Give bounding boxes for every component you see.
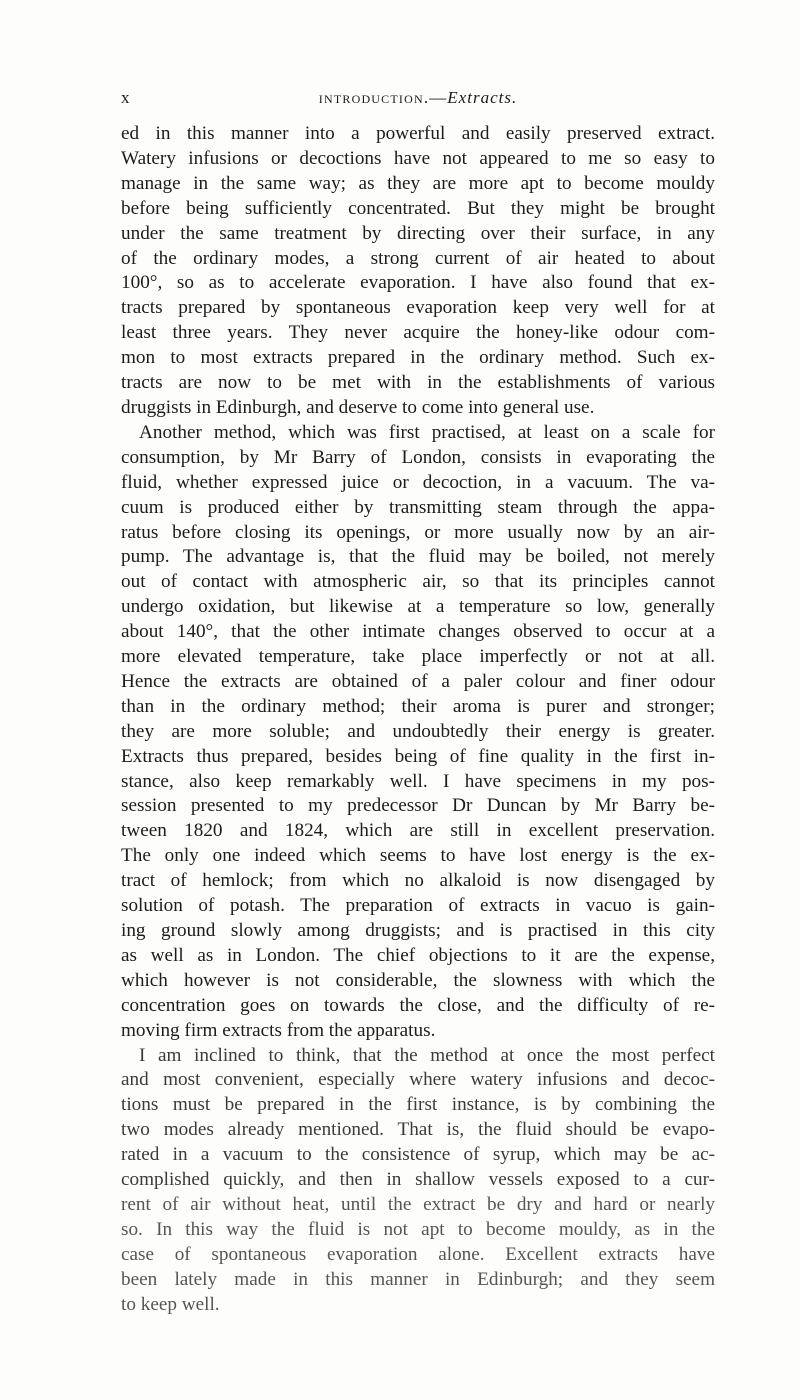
text-line: to keep well. (121, 1293, 220, 1315)
text-line: mon to most extracts prepared in the ordinary method. Such ex- (121, 347, 715, 369)
text-line: been lately made in this manner in Edinburgh; and they seem (121, 1268, 715, 1290)
text-line: solution of potash. The preparation of extracts in vacuo is gain- (121, 895, 715, 917)
text-line: which however is not considerable, the slowness with which the (121, 969, 715, 991)
text-line: druggists in Edinburgh, and deserve to come into general use. (121, 396, 595, 418)
text-line: session presented to my predecessor Dr Duncan by Mr Barry be- (121, 795, 715, 817)
body-text (121, 122, 715, 1318)
text-line: moving firm extracts from the apparatus. (121, 1019, 436, 1041)
text-line: The only one indeed which seems to have lost energy is the ex- (121, 845, 715, 867)
text-line: pump. The advantage is, that the fluid may be boiled, not merely (121, 546, 715, 568)
text-line: Another method, which was first practised, at least on a scale for (139, 421, 715, 443)
text-line: tracts are now to be met with in the establishments of various (121, 372, 715, 394)
text-line: so. In this way the fluid is not apt to become mouldy, as in the (121, 1218, 715, 1240)
text-line: than in the ordinary method; their aroma is purer and stronger; (121, 695, 715, 717)
text-line: tract of hemlock; from which no alkaloid is now disengaged by (121, 870, 715, 892)
text-line: stance, also keep remarkably well. I have specimens in my pos- (121, 770, 715, 792)
text-line: 100°, so as to accelerate evaporation. I have also found that ex- (121, 272, 715, 294)
text-line: manage in the same way; as they are more apt to become mouldy (121, 172, 715, 194)
page-number: x (121, 88, 131, 107)
paragraph (121, 421, 715, 1044)
text-line: as well as in London. The chief objections to it are the expense, (121, 944, 715, 966)
text-line: undergo oxidation, but likewise at a temperature so low, generally (121, 596, 715, 618)
text-line: before being sufficiently concentrated. But they might be brought (121, 197, 715, 219)
text-line: case of spontaneous evaporation alone. Excellent extracts have (121, 1243, 715, 1265)
running-title-subject: Extracts. (447, 88, 518, 107)
text-line: Hence the extracts are obtained of a paler colour and finer odour (121, 670, 715, 692)
text-line: they are more soluble; and undoubtedly their energy is greater. (121, 720, 715, 742)
paragraph (121, 1044, 715, 1318)
text-line: Extracts thus prepared, besides being of fine quality in the first in- (121, 745, 715, 767)
text-line: complished quickly, and then in shallow vessels exposed to a cur- (121, 1169, 715, 1191)
text-line: least three years. They never acquire the honey-like odour com- (121, 322, 715, 344)
running-title-section: introduction. (318, 88, 430, 107)
text-line: ed in this manner into a powerful and easily preserved extract. (121, 123, 715, 144)
text-line: out of contact with atmospheric air, so that its principles cannot (121, 571, 715, 593)
text-line: I am inclined to think, that the method at once the most perfect (139, 1044, 715, 1066)
running-title-dash: — (429, 88, 448, 107)
text-line: two modes already mentioned. That is, the fluid should be evapo- (121, 1119, 715, 1141)
text-line: ratus before closing its openings, or more usually now by an air- (121, 521, 715, 543)
text-line: fluid, whether expressed juice or decoction, in a vacuum. The va- (121, 471, 715, 493)
running-title (121, 88, 715, 108)
text-line: more elevated temperature, take place imperfectly or not at all. (121, 646, 715, 668)
text-line: cuum is produced either by transmitting steam through the appa- (121, 496, 715, 518)
text-line: and most convenient, especially where watery infusions and decoc- (121, 1069, 715, 1091)
text-line: tracts prepared by spontaneous evaporation keep very well for at (121, 297, 715, 319)
paragraph (121, 122, 715, 421)
text-line: tions must be prepared in the first instance, is by combining the (121, 1094, 715, 1116)
text-line: consumption, by Mr Barry of London, consists in evaporating the (121, 446, 715, 468)
text-line: Watery infusions or decoctions have not appeared to me so easy to (121, 147, 715, 169)
text-line: rent of air without heat, until the extract be dry and hard or nearly (121, 1193, 715, 1215)
text-line: ing ground slowly among druggists; and is practised in this city (121, 920, 715, 941)
text-line: of the ordinary modes, a strong current of air heated to about (121, 247, 715, 269)
text-line: about 140°, that the other intimate changes observed to occur at a (121, 621, 715, 643)
text-line: concentration goes on towards the close, and the difficulty of re- (121, 994, 715, 1016)
text-line: under the same treatment by directing over their surface, in any (121, 222, 715, 244)
running-head (121, 88, 715, 112)
text-line: rated in a vacuum to the consistence of syrup, which may be ac- (121, 1144, 715, 1166)
text-line: tween 1820 and 1824, which are still in excellent preservation. (121, 820, 715, 842)
